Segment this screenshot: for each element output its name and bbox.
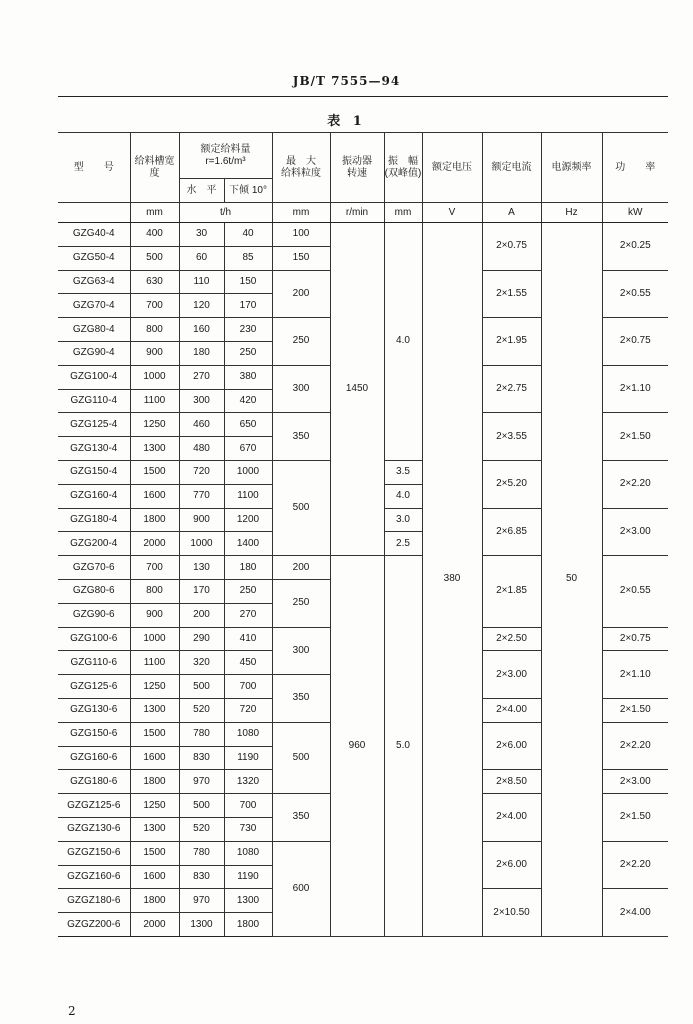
cell-model: GZG50-4	[58, 246, 130, 270]
cell-trough-width: 700	[130, 294, 179, 318]
header-rule	[58, 96, 668, 97]
cell-vibrator-speed: 960	[330, 556, 384, 937]
cell-trough-width: 2000	[130, 532, 179, 556]
cell-max-size: 500	[272, 460, 330, 555]
cell-trough-width: 500	[130, 246, 179, 270]
cell-feed-horizontal: 500	[179, 794, 224, 818]
cell-model: GZGZ180-6	[58, 889, 130, 913]
cell-power: 2×2.20	[602, 841, 668, 889]
cell-current: 2×4.00	[482, 698, 541, 722]
cell-model: GZGZ160-6	[58, 865, 130, 889]
page-number: 2	[68, 1004, 76, 1018]
cell-feed-horizontal: 110	[179, 270, 224, 294]
header-max-size-line2: 给料粒度	[281, 167, 321, 179]
cell-model: GZG160-4	[58, 484, 130, 508]
cell-frequency: 50	[541, 223, 602, 937]
header-rated-feed	[179, 133, 272, 179]
cell-feed-horizontal: 170	[179, 579, 224, 603]
cell-feed-horizontal: 270	[179, 365, 224, 389]
cell-trough-width: 1250	[130, 794, 179, 818]
unit-amp: mm	[384, 203, 422, 223]
cell-feed-horizontal: 320	[179, 651, 224, 675]
unit-feed: t/h	[179, 203, 272, 223]
cell-power: 2×1.10	[602, 365, 668, 413]
specification-table	[58, 132, 668, 937]
header-amp-line2: (双峰值)	[384, 167, 422, 179]
cell-trough-width: 1500	[130, 722, 179, 746]
cell-power: 2×2.20	[602, 460, 668, 508]
cell-model: GZG180-6	[58, 770, 130, 794]
header-current: 额定电流	[482, 133, 541, 203]
cell-current: 2×6.00	[482, 722, 541, 770]
cell-model: GZGZ150-6	[58, 841, 130, 865]
cell-feed-incline: 420	[224, 389, 272, 413]
header-vibrator-speed	[330, 133, 384, 203]
table-body	[58, 223, 668, 937]
cell-current: 2×0.75	[482, 223, 541, 271]
cell-trough-width: 630	[130, 270, 179, 294]
cell-model: GZG100-4	[58, 365, 130, 389]
cell-feed-horizontal: 290	[179, 627, 224, 651]
cell-trough-width: 1100	[130, 651, 179, 675]
cell-feed-incline: 670	[224, 437, 272, 461]
cell-feed-horizontal: 200	[179, 603, 224, 627]
cell-feed-horizontal: 520	[179, 817, 224, 841]
cell-feed-horizontal: 1000	[179, 532, 224, 556]
cell-feed-horizontal: 480	[179, 437, 224, 461]
unit-voltage: V	[422, 203, 482, 223]
cell-max-size: 350	[272, 413, 330, 461]
cell-trough-width: 1800	[130, 889, 179, 913]
cell-trough-width: 1500	[130, 841, 179, 865]
cell-feed-incline: 1800	[224, 913, 272, 937]
cell-current: 2×5.20	[482, 460, 541, 508]
cell-feed-incline: 150	[224, 270, 272, 294]
cell-current: 2×1.55	[482, 270, 541, 318]
cell-feed-incline: 410	[224, 627, 272, 651]
cell-feed-horizontal: 460	[179, 413, 224, 437]
cell-power: 2×1.50	[602, 698, 668, 722]
cell-trough-width: 1100	[130, 389, 179, 413]
cell-feed-horizontal: 1300	[179, 913, 224, 937]
unit-model	[58, 203, 130, 223]
cell-feed-horizontal: 780	[179, 841, 224, 865]
cell-vibrator-speed: 1450	[330, 223, 384, 556]
cell-feed-incline: 1080	[224, 841, 272, 865]
cell-trough-width: 800	[130, 318, 179, 342]
cell-power: 2×0.75	[602, 627, 668, 651]
cell-amplitude: 5.0	[384, 556, 422, 937]
cell-model: GZG130-4	[58, 437, 130, 461]
cell-model: GZG150-4	[58, 460, 130, 484]
header-max-size	[272, 133, 330, 203]
cell-current: 2×2.50	[482, 627, 541, 651]
cell-feed-incline: 40	[224, 223, 272, 247]
cell-feed-horizontal: 160	[179, 318, 224, 342]
cell-feed-incline: 1190	[224, 746, 272, 770]
cell-feed-incline: 720	[224, 698, 272, 722]
cell-current: 2×8.50	[482, 770, 541, 794]
cell-feed-incline: 1400	[224, 532, 272, 556]
cell-feed-horizontal: 500	[179, 675, 224, 699]
unit-size: mm	[272, 203, 330, 223]
cell-current: 2×1.85	[482, 556, 541, 627]
cell-amplitude: 3.0	[384, 508, 422, 532]
header-rated-feed-label: 额定给料量	[200, 143, 251, 155]
cell-current: 2×4.00	[482, 794, 541, 842]
cell-amplitude: 4.0	[384, 223, 422, 461]
cell-power: 2×1.50	[602, 413, 668, 461]
cell-power: 2×0.75	[602, 318, 668, 366]
cell-trough-width: 1000	[130, 627, 179, 651]
cell-model: GZG100-6	[58, 627, 130, 651]
header-frequency: 电源频率	[541, 133, 602, 203]
cell-feed-horizontal: 830	[179, 746, 224, 770]
cell-feed-horizontal: 30	[179, 223, 224, 247]
cell-model: GZG150-6	[58, 722, 130, 746]
cell-feed-horizontal: 900	[179, 508, 224, 532]
cell-trough-width: 900	[130, 603, 179, 627]
cell-power: 2×0.25	[602, 223, 668, 271]
cell-model: GZG70-4	[58, 294, 130, 318]
header-trough-width: 给料槽宽度	[130, 133, 179, 203]
cell-max-size: 300	[272, 365, 330, 413]
header-voltage: 额定电压	[422, 133, 482, 203]
cell-model: GZGZ130-6	[58, 817, 130, 841]
cell-power: 2×2.20	[602, 722, 668, 770]
cell-model: GZG160-6	[58, 746, 130, 770]
cell-voltage: 380	[422, 223, 482, 937]
cell-max-size: 600	[272, 841, 330, 936]
cell-model: GZG110-4	[58, 389, 130, 413]
cell-max-size: 200	[272, 270, 330, 318]
cell-model: GZG70-6	[58, 556, 130, 580]
cell-trough-width: 1600	[130, 865, 179, 889]
cell-feed-horizontal: 60	[179, 246, 224, 270]
cell-current: 2×10.50	[482, 889, 541, 937]
cell-feed-horizontal: 720	[179, 460, 224, 484]
header-horizontal: 水 平	[179, 179, 224, 203]
cell-power: 2×3.00	[602, 508, 668, 556]
cell-feed-horizontal: 120	[179, 294, 224, 318]
cell-trough-width: 1600	[130, 484, 179, 508]
cell-power: 2×0.55	[602, 556, 668, 627]
cell-model: GZGZ125-6	[58, 794, 130, 818]
cell-trough-width: 1000	[130, 365, 179, 389]
cell-model: GZG130-6	[58, 698, 130, 722]
cell-feed-incline: 1080	[224, 722, 272, 746]
cell-trough-width: 900	[130, 341, 179, 365]
cell-feed-incline: 1200	[224, 508, 272, 532]
cell-trough-width: 1300	[130, 698, 179, 722]
cell-max-size: 350	[272, 675, 330, 723]
cell-model: GZG80-6	[58, 579, 130, 603]
cell-trough-width: 1300	[130, 437, 179, 461]
cell-model: GZG125-6	[58, 675, 130, 699]
cell-current: 2×6.00	[482, 841, 541, 889]
cell-feed-incline: 270	[224, 603, 272, 627]
cell-amplitude: 3.5	[384, 460, 422, 484]
cell-feed-incline: 230	[224, 318, 272, 342]
header-max-size-line1: 最 大	[286, 155, 316, 167]
cell-feed-incline: 730	[224, 817, 272, 841]
cell-trough-width: 1800	[130, 770, 179, 794]
cell-power: 2×1.10	[602, 651, 668, 699]
cell-power: 2×4.00	[602, 889, 668, 937]
cell-trough-width: 1250	[130, 413, 179, 437]
cell-amplitude: 4.0	[384, 484, 422, 508]
cell-max-size: 500	[272, 722, 330, 793]
cell-feed-horizontal: 130	[179, 556, 224, 580]
unit-speed: r/min	[330, 203, 384, 223]
cell-trough-width: 1500	[130, 460, 179, 484]
cell-feed-incline: 1320	[224, 770, 272, 794]
cell-trough-width: 700	[130, 556, 179, 580]
cell-feed-incline: 170	[224, 294, 272, 318]
unit-frequency: Hz	[541, 203, 602, 223]
cell-trough-width: 1250	[130, 675, 179, 699]
cell-current: 2×1.95	[482, 318, 541, 366]
table-caption: 表 1	[327, 114, 366, 129]
cell-feed-incline: 1300	[224, 889, 272, 913]
cell-current: 2×3.55	[482, 413, 541, 461]
cell-trough-width: 2000	[130, 913, 179, 937]
cell-max-size: 200	[272, 556, 330, 580]
header-speed-line1: 振动器	[342, 155, 372, 167]
cell-feed-incline: 180	[224, 556, 272, 580]
cell-model: GZG90-6	[58, 603, 130, 627]
cell-trough-width: 1800	[130, 508, 179, 532]
header-speed-line2: 转速	[347, 167, 367, 179]
cell-feed-incline: 700	[224, 794, 272, 818]
cell-max-size: 150	[272, 246, 330, 270]
cell-model: GZG40-4	[58, 223, 130, 247]
cell-model: GZGZ200-6	[58, 913, 130, 937]
cell-power: 2×3.00	[602, 770, 668, 794]
cell-model: GZG80-4	[58, 318, 130, 342]
unit-width: mm	[130, 203, 179, 223]
cell-current: 2×6.85	[482, 508, 541, 556]
cell-trough-width: 800	[130, 579, 179, 603]
cell-current: 2×2.75	[482, 365, 541, 413]
cell-current: 2×3.00	[482, 651, 541, 699]
cell-max-size: 250	[272, 318, 330, 366]
header-power: 功 率	[602, 133, 668, 203]
cell-feed-incline: 250	[224, 341, 272, 365]
cell-feed-incline: 380	[224, 365, 272, 389]
cell-feed-horizontal: 970	[179, 770, 224, 794]
header-density: r=1.6t/m³	[205, 155, 246, 167]
document-number-header: JB/T 7555—94	[292, 74, 401, 88]
cell-max-size: 250	[272, 579, 330, 627]
cell-max-size: 100	[272, 223, 330, 247]
cell-feed-incline: 1100	[224, 484, 272, 508]
cell-feed-horizontal: 970	[179, 889, 224, 913]
cell-feed-horizontal: 780	[179, 722, 224, 746]
cell-power: 2×1.50	[602, 794, 668, 842]
cell-model: GZG110-6	[58, 651, 130, 675]
cell-feed-incline: 450	[224, 651, 272, 675]
cell-max-size: 350	[272, 794, 330, 842]
cell-model: GZG180-4	[58, 508, 130, 532]
cell-feed-incline: 700	[224, 675, 272, 699]
cell-model: GZG63-4	[58, 270, 130, 294]
cell-trough-width: 400	[130, 223, 179, 247]
cell-feed-incline: 1000	[224, 460, 272, 484]
cell-feed-incline: 1190	[224, 865, 272, 889]
cell-feed-horizontal: 180	[179, 341, 224, 365]
cell-max-size: 300	[272, 627, 330, 675]
cell-feed-incline: 650	[224, 413, 272, 437]
header-incline: 下倾 10°	[224, 179, 272, 203]
header-amp-line1: 振 幅	[388, 155, 418, 167]
cell-model: GZG125-4	[58, 413, 130, 437]
cell-model: GZG90-4	[58, 341, 130, 365]
unit-power: kW	[602, 203, 668, 223]
cell-feed-horizontal: 830	[179, 865, 224, 889]
cell-feed-horizontal: 300	[179, 389, 224, 413]
cell-feed-horizontal: 520	[179, 698, 224, 722]
cell-model: GZG200-4	[58, 532, 130, 556]
cell-amplitude: 2.5	[384, 532, 422, 556]
unit-current: A	[482, 203, 541, 223]
header-model: 型 号	[58, 133, 130, 203]
cell-trough-width: 1600	[130, 746, 179, 770]
cell-trough-width: 1300	[130, 817, 179, 841]
header-amplitude	[384, 133, 422, 203]
cell-feed-incline: 85	[224, 246, 272, 270]
table-row	[58, 223, 668, 247]
cell-feed-horizontal: 770	[179, 484, 224, 508]
cell-power: 2×0.55	[602, 270, 668, 318]
cell-feed-incline: 250	[224, 579, 272, 603]
